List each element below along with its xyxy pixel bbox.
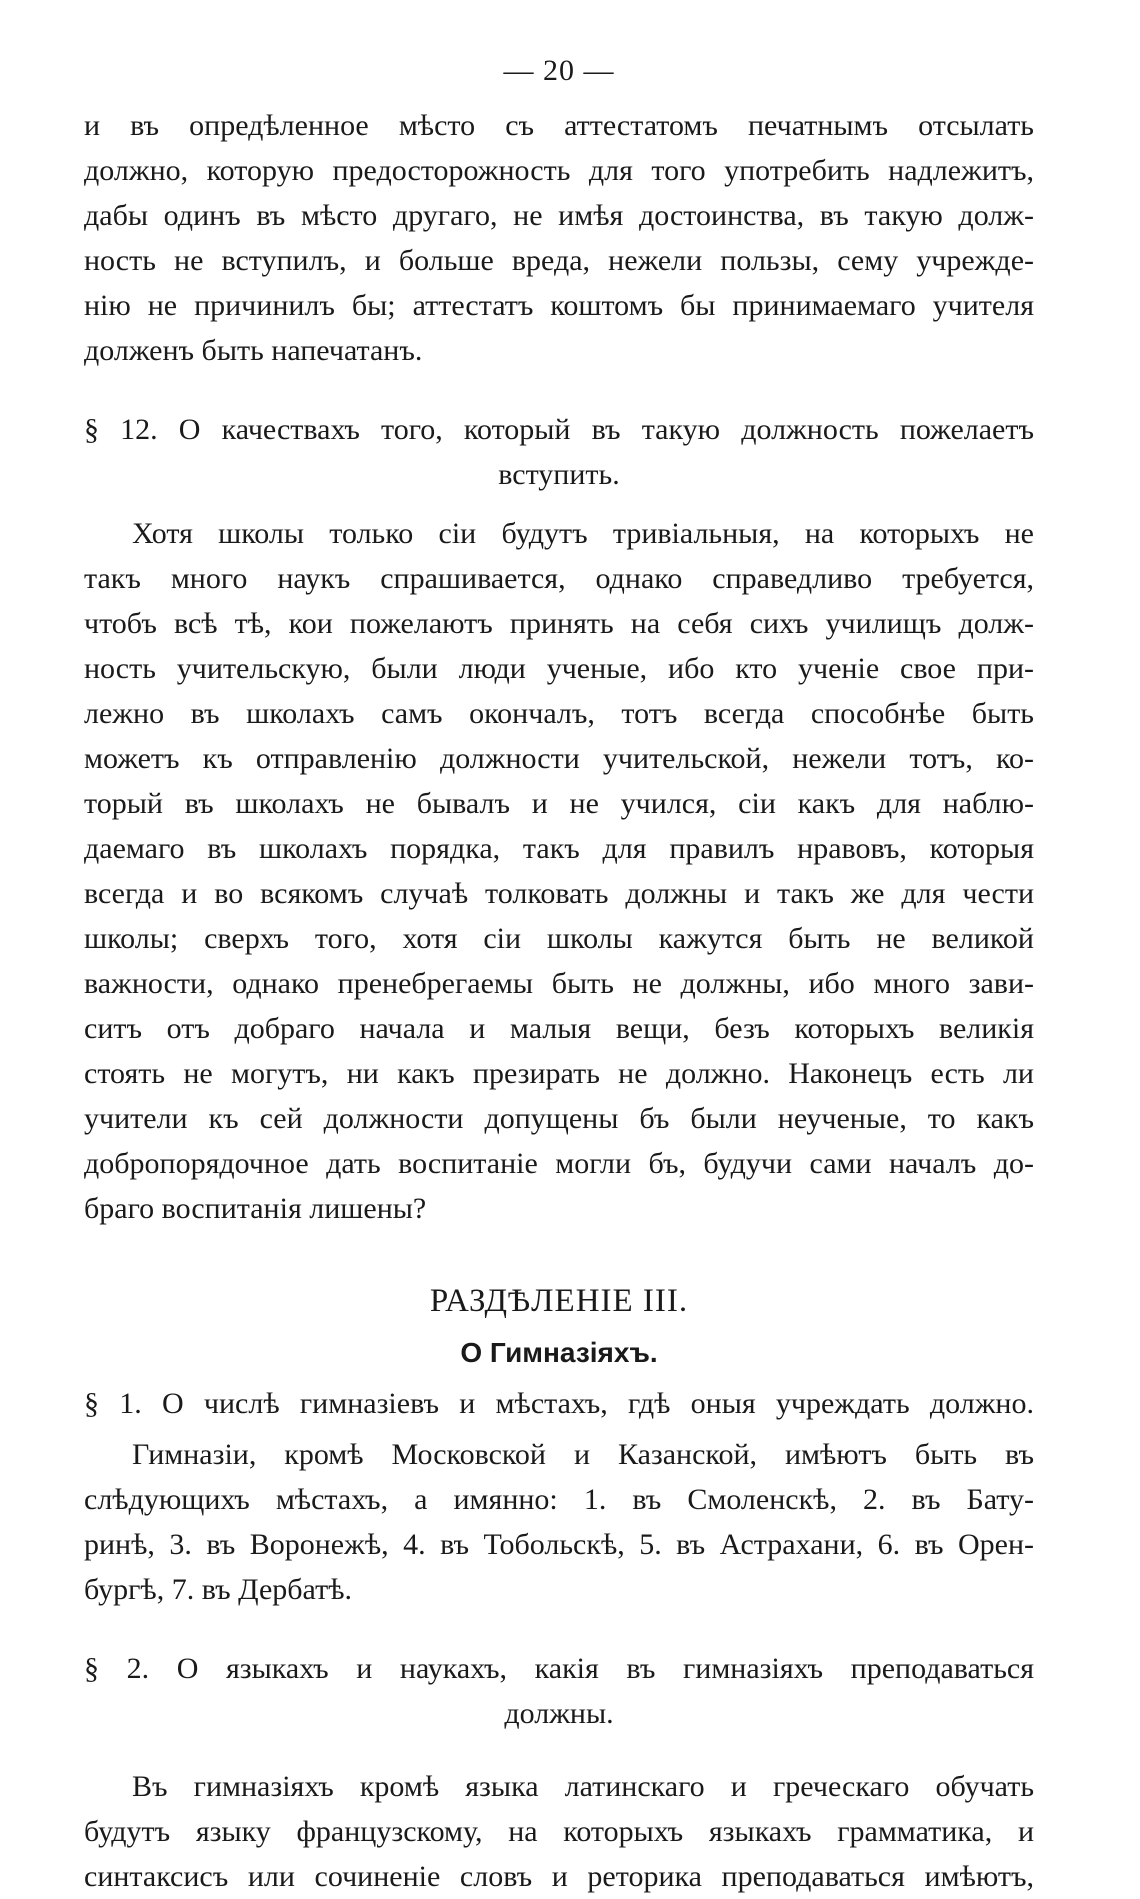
text-line: браго воспитанія лишены? xyxy=(84,1192,427,1225)
text-line: чтобъ всѣ тѣ, кои пожелаютъ принять на себя сихъ училищъ долж- xyxy=(84,607,1034,640)
section-2-body xyxy=(84,1764,1034,1899)
text-line: ность не вступилъ, и больше вреда, нежели пользы, сему учрежде- xyxy=(84,244,1034,277)
text-line: долженъ быть напечатанъ. xyxy=(84,334,423,367)
text-line: даемаго въ школахъ порядка, такъ для правилъ нравовъ, которыя xyxy=(84,832,1034,865)
text-line: Хотя школы только сіи будутъ тривіальныя, на которыхъ не xyxy=(132,517,1034,550)
text-line: такъ много наукъ спрашивается, однако справедливо требуется, xyxy=(84,562,1034,595)
text-line: бургѣ, 7. въ Дербатѣ. xyxy=(84,1573,352,1606)
text-line: Гимназіи, кромѣ Московской и Казанской, имѣютъ быть въ xyxy=(132,1438,1034,1471)
part-subtitle: О Гимназіяхъ. xyxy=(460,1337,658,1368)
text-line: должно, которую предосторожность для того употребить надлежитъ, xyxy=(84,154,1034,187)
text-line: важности, однако пренебрегаемы быть не должны, ибо много зави- xyxy=(84,967,1034,1000)
text-line: дабы одинъ въ мѣсто другаго, не имѣя достоинства, въ такую долж- xyxy=(84,199,1034,232)
text-line: лежно въ школахъ самъ окончалъ, тотъ всегда способнѣе быть xyxy=(84,697,1034,730)
intro-paragraph xyxy=(84,103,1034,373)
text-line: торый въ школахъ не бывалъ и не учился, сіи какъ для наблю- xyxy=(84,787,1034,820)
section-heading-line: вступить. xyxy=(498,458,620,491)
text-line: ность учительскую, были люди ученые, ибо кто ученіе свое при- xyxy=(84,652,1034,685)
text-line: можетъ къ отправленію должности учительской, нежели тотъ, ко- xyxy=(84,742,1034,775)
text-line: добропорядочное дать воспитаніе могли бъ, будучи сами началъ до- xyxy=(84,1147,1034,1180)
text-line: нію не причинилъ бы; аттестатъ коштомъ бы принимаемаго учителя xyxy=(84,289,1034,322)
part-title: РАЗДѢЛЕНІЕ III. xyxy=(429,1283,689,1319)
text-line: ситъ отъ добраго начала и малыя вещи, безъ которыхъ великія xyxy=(84,1012,1034,1045)
text-line: стоять не могутъ, ни какъ презирать не должно. Наконецъ есть ли xyxy=(84,1057,1034,1090)
text-line: ринѣ, 3. въ Воронежѣ, 4. въ Тобольскѣ, 5. въ Астрахани, 6. въ Орен- xyxy=(84,1528,1034,1561)
page-number: — 20 — xyxy=(503,54,615,87)
section-1-body xyxy=(84,1432,1034,1612)
text-line: слѣдующихъ мѣстахъ, а имянно: 1. въ Смоленскѣ, 2. въ Бату- xyxy=(84,1483,1034,1516)
text-line: будутъ языку французскому, на которыхъ языкахъ грамматика, и xyxy=(84,1815,1034,1848)
section-heading-line: § 1. О числѣ гимназіевъ и мѣстахъ, гдѣ оныя учреждать должно. xyxy=(84,1387,1034,1420)
section-2-heading xyxy=(84,1646,1034,1736)
section-heading-line: § 2. О языкахъ и наукахъ, какія въ гимназіяхъ преподаваться xyxy=(84,1652,1034,1685)
text-line: и въ опредѣленное мѣсто съ аттестатомъ печатнымъ отсылать xyxy=(84,109,1034,142)
text-line: Въ гимназіяхъ кромѣ языка латинскаго и греческаго обучать xyxy=(132,1770,1034,1803)
section-heading-line: § 12. О качествахъ того, который въ такую должность пожелаетъ xyxy=(84,413,1034,446)
section-heading-line: должны. xyxy=(504,1697,614,1730)
text-line: учители къ сей должности допущены бъ были неученые, то какъ xyxy=(84,1102,1034,1135)
section-12-heading xyxy=(84,407,1034,497)
text-line: синтаксисъ или сочиненіе словъ и реторика преподаваться имѣютъ, xyxy=(84,1860,1034,1893)
section-1-heading xyxy=(84,1381,1034,1426)
text-line: всегда и во всякомъ случаѣ толковать должны и такъ же для чести xyxy=(84,877,1034,910)
text-line: школы; сверхъ того, хотя сіи школы кажутся быть не великой xyxy=(84,922,1034,955)
section-12-body xyxy=(84,511,1034,1231)
